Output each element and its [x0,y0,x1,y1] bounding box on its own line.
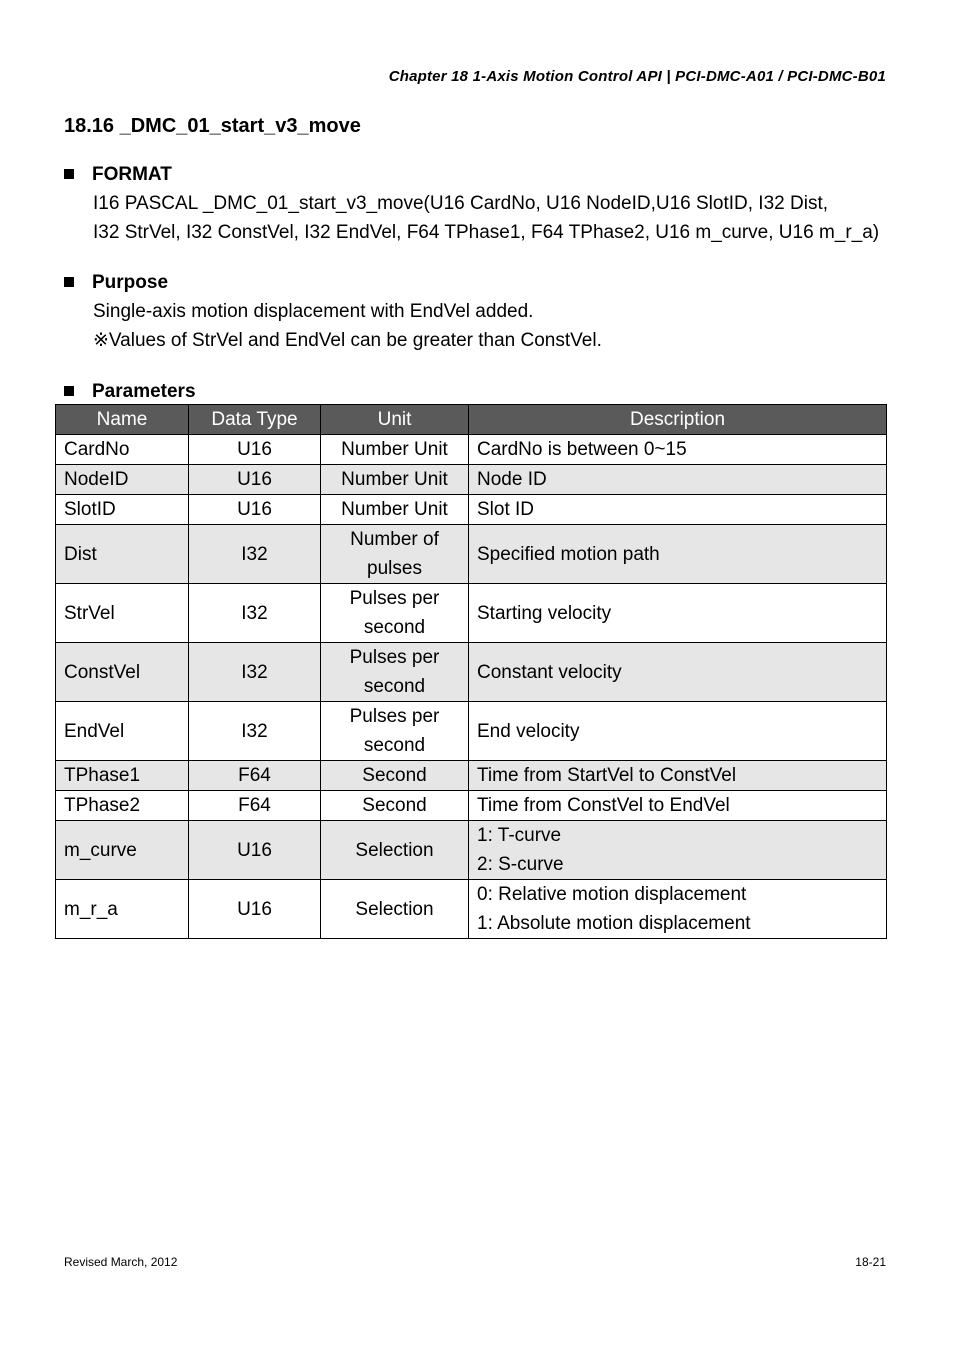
table-row [56,465,887,495]
cell-unit-line: Second [362,795,427,816]
cell-unit [321,643,469,702]
cell-unit [321,702,469,761]
cell-data-type: I32 [189,525,321,584]
purpose-heading: Purpose [92,272,169,293]
cell-data-type: F64 [189,761,321,791]
cell-unit-line: Selection [355,898,434,920]
footer-page-number: 18-21 [855,1255,886,1269]
cell-data-type: I32 [189,584,321,643]
cell-description [469,761,887,791]
table-header-row [56,405,887,435]
parameters-table [55,404,887,939]
cell-unit-line: second [363,735,426,756]
cell-unit-line: Second [362,765,427,786]
cell-description-line: Constant velocity [477,661,622,683]
cell-description-line: End velocity [477,720,580,742]
format-section [64,160,904,247]
cell-description-line: 0: Relative motion displacement [477,884,747,905]
cell-name: ConstVel [56,643,189,702]
cell-description-line: 1: T-curve [477,825,562,846]
cell-description [469,880,887,939]
square-bullet-icon [64,277,74,287]
cell-unit-line: Number Unit [341,499,448,520]
cell-data-type: F64 [189,791,321,821]
cell-name: Dist [56,525,189,584]
cell-unit-line: Pulses per [349,647,440,668]
footer-revision: Revised March, 2012 [64,1255,178,1269]
cell-name: m_r_a [56,880,189,939]
column-header-data-type: Data Type [189,405,321,435]
cell-description [469,643,887,702]
purpose-section [64,268,904,355]
cell-name: NodeID [56,465,189,495]
cell-unit [321,584,469,643]
cell-unit-line: Pulses per [349,588,440,609]
cell-data-type: U16 [189,495,321,525]
table-row [56,821,887,880]
cell-description-line: CardNo is between 0~15 [477,439,687,460]
cell-description-line: Starting velocity [477,602,612,624]
cell-name: SlotID [56,495,189,525]
cell-description [469,702,887,761]
cell-unit [321,465,469,495]
cell-name: TPhase2 [56,791,189,821]
cell-description [469,465,887,495]
cell-unit-line: Selection [355,839,434,861]
cell-unit-line: Number of [350,529,439,550]
table-row [56,435,887,465]
cell-unit [321,791,469,821]
format-line: I16 PASCAL _DMC_01_start_v3_move(U16 CardNo, U16 NodeID,U16 SlotID, I32 Dist, [93,193,828,214]
table-row [56,584,887,643]
format-heading: FORMAT [92,164,172,185]
cell-unit-line: second [363,617,426,638]
column-header-unit: Unit [321,405,469,435]
table-row [56,643,887,702]
table-row [56,880,887,939]
cell-description-line: Specified motion path [477,543,660,565]
cell-name: StrVel [56,584,189,643]
cell-name: m_curve [56,821,189,880]
cell-unit-line: Number Unit [341,469,448,490]
table-row [56,761,887,791]
cell-unit-line: pulses [367,558,422,579]
cell-data-type: I32 [189,702,321,761]
square-bullet-icon [64,169,74,179]
square-bullet-icon [64,386,74,396]
table-row [56,495,887,525]
cell-name: CardNo [56,435,189,465]
cell-unit [321,880,469,939]
cell-unit-line: second [363,676,426,697]
cell-unit [321,435,469,465]
cell-name: EndVel [56,702,189,761]
parameters-heading: Parameters [92,381,196,402]
cell-data-type: U16 [189,880,321,939]
cell-description [469,525,887,584]
cell-description-line: Node ID [477,469,547,490]
cell-data-type: U16 [189,465,321,495]
cell-description-line: Time from ConstVel to EndVel [477,795,730,816]
cell-unit [321,821,469,880]
cell-data-type: U16 [189,821,321,880]
format-line: I32 StrVel, I32 ConstVel, I32 EndVel, F64 TPhase1, F64 TPhase2, U16 m_curve, U16 m_r_a) [93,222,880,243]
cell-description [469,495,887,525]
cell-description [469,435,887,465]
purpose-line: ※Values of StrVel and EndVel can be greater than ConstVel. [93,330,602,351]
cell-unit [321,495,469,525]
table-row [56,702,887,761]
purpose-line: Single-axis motion displacement with EndVel added. [93,301,534,322]
cell-name: TPhase1 [56,761,189,791]
section-title: 18.16 _DMC_01_start_v3_move [64,115,361,137]
cell-unit [321,761,469,791]
table-row [56,525,887,584]
cell-description-line: Time from StartVel to ConstVel [477,765,737,786]
cell-description-line: 2: S-curve [477,854,564,875]
cell-description-line: Slot ID [477,499,535,520]
column-header-description: Description [469,405,887,435]
cell-description-line: 1: Absolute motion displacement [477,913,751,934]
cell-data-type: I32 [189,643,321,702]
cell-description [469,584,887,643]
table-body [56,435,887,939]
column-header-name: Name [56,405,189,435]
running-header: Chapter 18 1-Axis Motion Control API | PCI-DMC-A01 / PCI-DMC-B01 [388,68,886,85]
cell-description [469,821,887,880]
cell-description [469,791,887,821]
table-row [56,791,887,821]
cell-unit-line: Number Unit [341,439,448,460]
cell-data-type: U16 [189,435,321,465]
cell-unit-line: Pulses per [349,706,440,727]
cell-unit [321,525,469,584]
parameters-section [64,377,904,406]
